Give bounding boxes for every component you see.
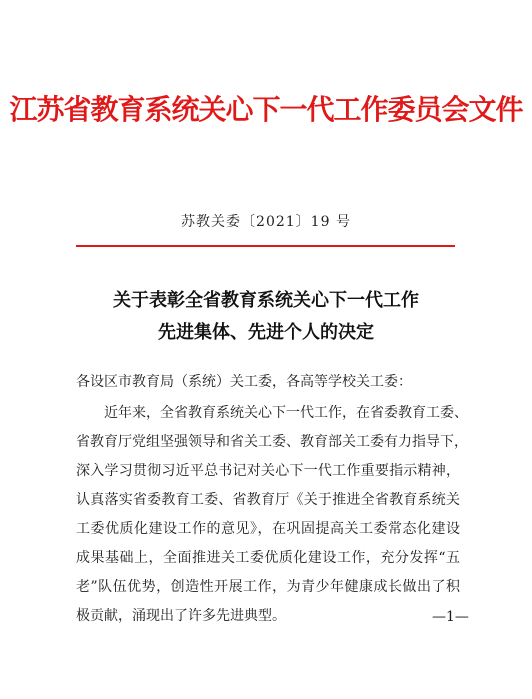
body-line-5: 工委优质化建设工作的意见》，在巩固提高关工委常态化建设 <box>76 521 460 537</box>
body-line-8: 极贡献，涌现出了许多先进典型。 <box>76 608 286 624</box>
red-divider-line <box>76 245 455 247</box>
decision-title-line-1: 关于表彰全省教育系统关心下一代工作 <box>113 290 419 311</box>
body-line-7: 老”队伍优势，创造性开展工作，为青少年健康成长做出了积 <box>76 579 460 595</box>
page-number: —1— <box>432 609 469 625</box>
decision-title-line-2: 先进集体、先进个人的决定 <box>158 322 374 343</box>
body-line-1: 近年来，全省教育系统关心下一代工作，在省委教育工委、 <box>104 405 468 421</box>
body-line-3: 深入学习贯彻习近平总书记对关心下一代工作重要指示精神， <box>76 463 460 479</box>
body-line-4: 认真落实省委教育工委、省教育厅《关于推进全省教育系统关 <box>76 492 460 508</box>
salutation: 各设区市教育局（系统）关工委，各高等学校关工委： <box>76 374 412 390</box>
body-line-6: 成果基础上，全面推进关工委优质化建设工作，充分发挥“五 <box>76 550 460 566</box>
issuer-header-title: 江苏省教育系统关心下一代工作委员会文件 <box>9 93 523 126</box>
body-line-2: 省教育厅党组坚强领导和省关工委、教育部关工委有力指导下， <box>76 434 468 450</box>
document-number: 苏教关委〔2021〕19 号 <box>181 214 351 230</box>
